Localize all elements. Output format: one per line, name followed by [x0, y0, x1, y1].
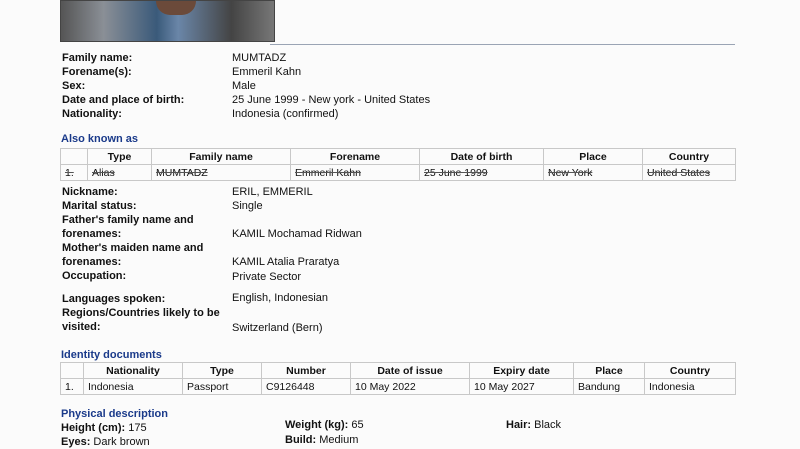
weight-row	[285, 419, 364, 432]
occupation-label: Occupation:	[62, 270, 127, 282]
weight-label: Weight (kg):	[285, 419, 349, 431]
marital-label: Marital status:	[62, 200, 137, 212]
id-col-number: Number	[262, 363, 351, 379]
aka-cell-dob: 25 June 1999	[420, 165, 544, 181]
physical-section-title: Physical description	[61, 408, 168, 420]
id-cell-country: Indonesia	[645, 379, 736, 395]
aka-table	[60, 148, 736, 181]
nickname-label: Nickname:	[62, 186, 118, 198]
nationality-value: Indonesia (confirmed)	[232, 108, 339, 120]
regions-value: Switzerland (Bern)	[232, 322, 323, 334]
aka-col-forename: Forename	[291, 149, 420, 165]
eyes-label: Eyes:	[61, 436, 91, 448]
id-cell-nationality: Indonesia	[84, 379, 183, 395]
eyes-value: Dark brown	[93, 436, 150, 448]
id-col-type: Type	[183, 363, 262, 379]
aka-col-dob: Date of birth	[420, 149, 544, 165]
build-label: Build:	[285, 434, 317, 446]
identity-header-row	[61, 363, 736, 379]
mother-value: KAMIL Atalia Praratya	[232, 256, 340, 268]
aka-cell-index: 1.	[61, 165, 88, 181]
aka-cell-country: United States	[643, 165, 736, 181]
family-name-value: MUMTADZ	[232, 52, 287, 64]
photo-face	[156, 1, 196, 15]
height-value: 175	[128, 422, 147, 434]
hair-value: Black	[534, 419, 562, 431]
identity-section-title: Identity documents	[61, 349, 162, 361]
id-col-place: Place	[574, 363, 645, 379]
aka-cell-family: MUMTADZ	[152, 165, 291, 181]
aka-section-title: Also known as	[61, 133, 139, 145]
table-row	[61, 379, 736, 395]
aka-cell-type: Alias	[88, 165, 152, 181]
regions-label-line1: Regions/Countries likely to be	[62, 307, 220, 319]
hair-label: Hair:	[506, 419, 532, 431]
aka-col-family: Family name	[152, 149, 291, 165]
weight-value: 65	[351, 419, 364, 431]
table-row	[61, 165, 736, 181]
mother-label-line1: Mother's maiden name and	[62, 242, 204, 254]
eyes-row	[61, 436, 150, 449]
aka-cell-forename: Emmeril Kahn	[291, 165, 420, 181]
regions-label-line2: visited:	[62, 321, 101, 333]
id-col-expiry: Expiry date	[470, 363, 574, 379]
marital-value: Single	[232, 200, 263, 212]
sex-value: Male	[232, 80, 256, 92]
id-cell-type: Passport	[183, 379, 262, 395]
id-cell-expiry: 10 May 2027	[470, 379, 574, 395]
dob-value: 25 June 1999 - New york - United States	[232, 94, 431, 106]
languages-label: Languages spoken:	[62, 293, 166, 305]
father-label-line1: Father's family name and	[62, 214, 194, 226]
aka-col-index	[61, 149, 88, 165]
build-value: Medium	[319, 434, 359, 446]
mother-label-line2: forenames:	[62, 256, 122, 268]
forenames-value: Emmeril Kahn	[232, 66, 302, 78]
nationality-label: Nationality:	[62, 108, 122, 120]
occupation-value: Private Sector	[232, 271, 302, 283]
subject-photo	[60, 0, 275, 42]
forenames-label: Forename(s):	[62, 66, 132, 78]
id-col-nationality: Nationality	[84, 363, 183, 379]
family-name-label: Family name:	[62, 52, 133, 64]
identity-table	[60, 362, 736, 395]
nickname-value: ERIL, EMMERIL	[232, 186, 313, 198]
id-cell-place: Bandung	[574, 379, 645, 395]
aka-col-place: Place	[544, 149, 643, 165]
build-row	[285, 434, 358, 447]
id-cell-issue: 10 May 2022	[351, 379, 470, 395]
hair-row	[506, 419, 561, 432]
id-cell-number: C9126448	[262, 379, 351, 395]
aka-col-type: Type	[88, 149, 152, 165]
height-label: Height (cm):	[61, 422, 126, 434]
dob-label: Date and place of birth:	[62, 94, 185, 106]
id-col-index	[61, 363, 84, 379]
aka-cell-place: New York	[544, 165, 643, 181]
id-cell-index: 1.	[61, 379, 84, 395]
height-row	[61, 422, 147, 435]
aka-header-row	[61, 149, 736, 165]
aka-col-country: Country	[643, 149, 736, 165]
header-rule	[270, 44, 735, 45]
id-col-issue: Date of issue	[351, 363, 470, 379]
father-label-line2: forenames:	[62, 228, 122, 240]
sex-label: Sex:	[62, 80, 86, 92]
languages-value: English, Indonesian	[232, 292, 329, 304]
father-value: KAMIL Mochamad Ridwan	[232, 228, 362, 240]
id-col-country: Country	[645, 363, 736, 379]
